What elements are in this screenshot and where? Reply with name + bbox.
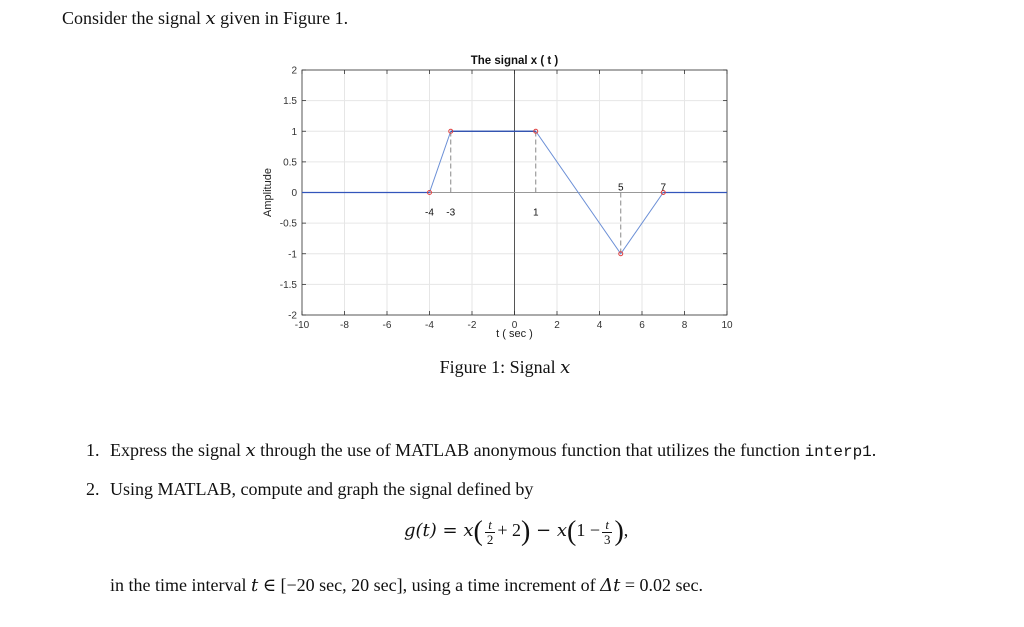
tail-pre: in the time interval	[110, 575, 251, 595]
frac-1-den: 2	[486, 531, 494, 547]
tail-mid: ∈ [−20 sec, 20 sec], using a time increment of	[258, 575, 601, 595]
x-tick-label: -4	[425, 320, 434, 331]
x-tick-label: -10	[294, 320, 310, 331]
formula-frac-2	[602, 518, 613, 547]
tail-var: t	[250, 575, 259, 596]
formula-g	[404, 516, 628, 564]
x-tick-label: -2	[467, 320, 477, 331]
item-1-code: interp1	[804, 443, 872, 461]
formula-comma: ,	[623, 520, 629, 541]
y-tick-label: 1	[291, 126, 297, 138]
x-tick-label: 8	[681, 320, 688, 331]
y-tick-label: 0.5	[283, 157, 297, 169]
frac-2-den: 3	[603, 531, 611, 547]
point-annotation: 1	[532, 207, 539, 219]
item-2-number: 2.	[86, 479, 100, 499]
y-tick-label: -1	[288, 249, 297, 261]
intro-var: x	[205, 8, 216, 29]
list-item-2	[86, 479, 533, 500]
signal-chart	[250, 45, 750, 350]
y-axis-label: Amplitude	[262, 168, 274, 217]
item-1-var: x	[245, 440, 256, 461]
x-tick-label: -8	[340, 320, 349, 331]
y-tick-label: 0	[291, 188, 297, 199]
x-tick-label: 6	[639, 320, 645, 331]
caption-var: x	[560, 357, 571, 378]
item-2-text: Using MATLAB, compute and graph the signal defined by	[110, 479, 534, 499]
formula-paren-close-2: )	[614, 516, 624, 547]
intro-text-after: given in Figure 1.	[215, 8, 349, 28]
formula-paren-close-1: )	[520, 516, 531, 547]
formula-paren-open-2: (	[566, 516, 577, 547]
list-item-1	[86, 440, 876, 461]
x-tick-label: 10	[721, 320, 733, 331]
y-tick-label: 2	[291, 65, 297, 77]
formula-paren-open-1: (	[473, 516, 483, 547]
tail-paragraph	[110, 575, 703, 596]
frac-1-num: t	[485, 518, 496, 533]
point-annotation: 7	[660, 182, 667, 194]
caption-text: Figure 1: Signal	[439, 357, 561, 377]
tail-post: = 0.02 sec.	[620, 575, 703, 595]
formula-one-minus: 1 −	[576, 520, 600, 541]
formula-minus: − x	[530, 520, 567, 542]
point-annotation: -3	[446, 207, 456, 219]
formula-plus: + 2	[497, 520, 521, 541]
intro-text-before: Consider the signal	[62, 8, 206, 28]
y-tick-label: 1.5	[283, 96, 297, 108]
formula-lhs: g(t) = x	[404, 520, 474, 542]
item-1-pre: Express the signal	[110, 440, 246, 460]
x-tick-label: 4	[596, 320, 603, 331]
chart-title: The signal x ( t )	[470, 55, 559, 67]
item-1-mid: through the use of MATLAB anonymous function that utilizes the function	[255, 440, 805, 460]
x-tick-label: -6	[382, 320, 392, 331]
x-axis-label: t ( sec )	[496, 328, 533, 340]
item-1-number: 1.	[86, 440, 100, 460]
formula-frac-1	[485, 518, 496, 547]
x-tick-label: 2	[554, 320, 560, 331]
y-tick-label: -0.5	[279, 218, 297, 230]
item-1-post: .	[871, 440, 877, 460]
intro-paragraph	[62, 8, 348, 29]
figure-caption	[0, 357, 1010, 378]
y-tick-label: -1.5	[279, 279, 297, 291]
point-annotation: -4	[425, 207, 434, 219]
x-tick-label: 0	[511, 320, 518, 331]
tail-delta: Δt	[600, 575, 621, 596]
frac-2-num: t	[602, 518, 613, 533]
y-tick-label: -2	[288, 310, 297, 322]
point-annotation: 5	[617, 182, 624, 194]
